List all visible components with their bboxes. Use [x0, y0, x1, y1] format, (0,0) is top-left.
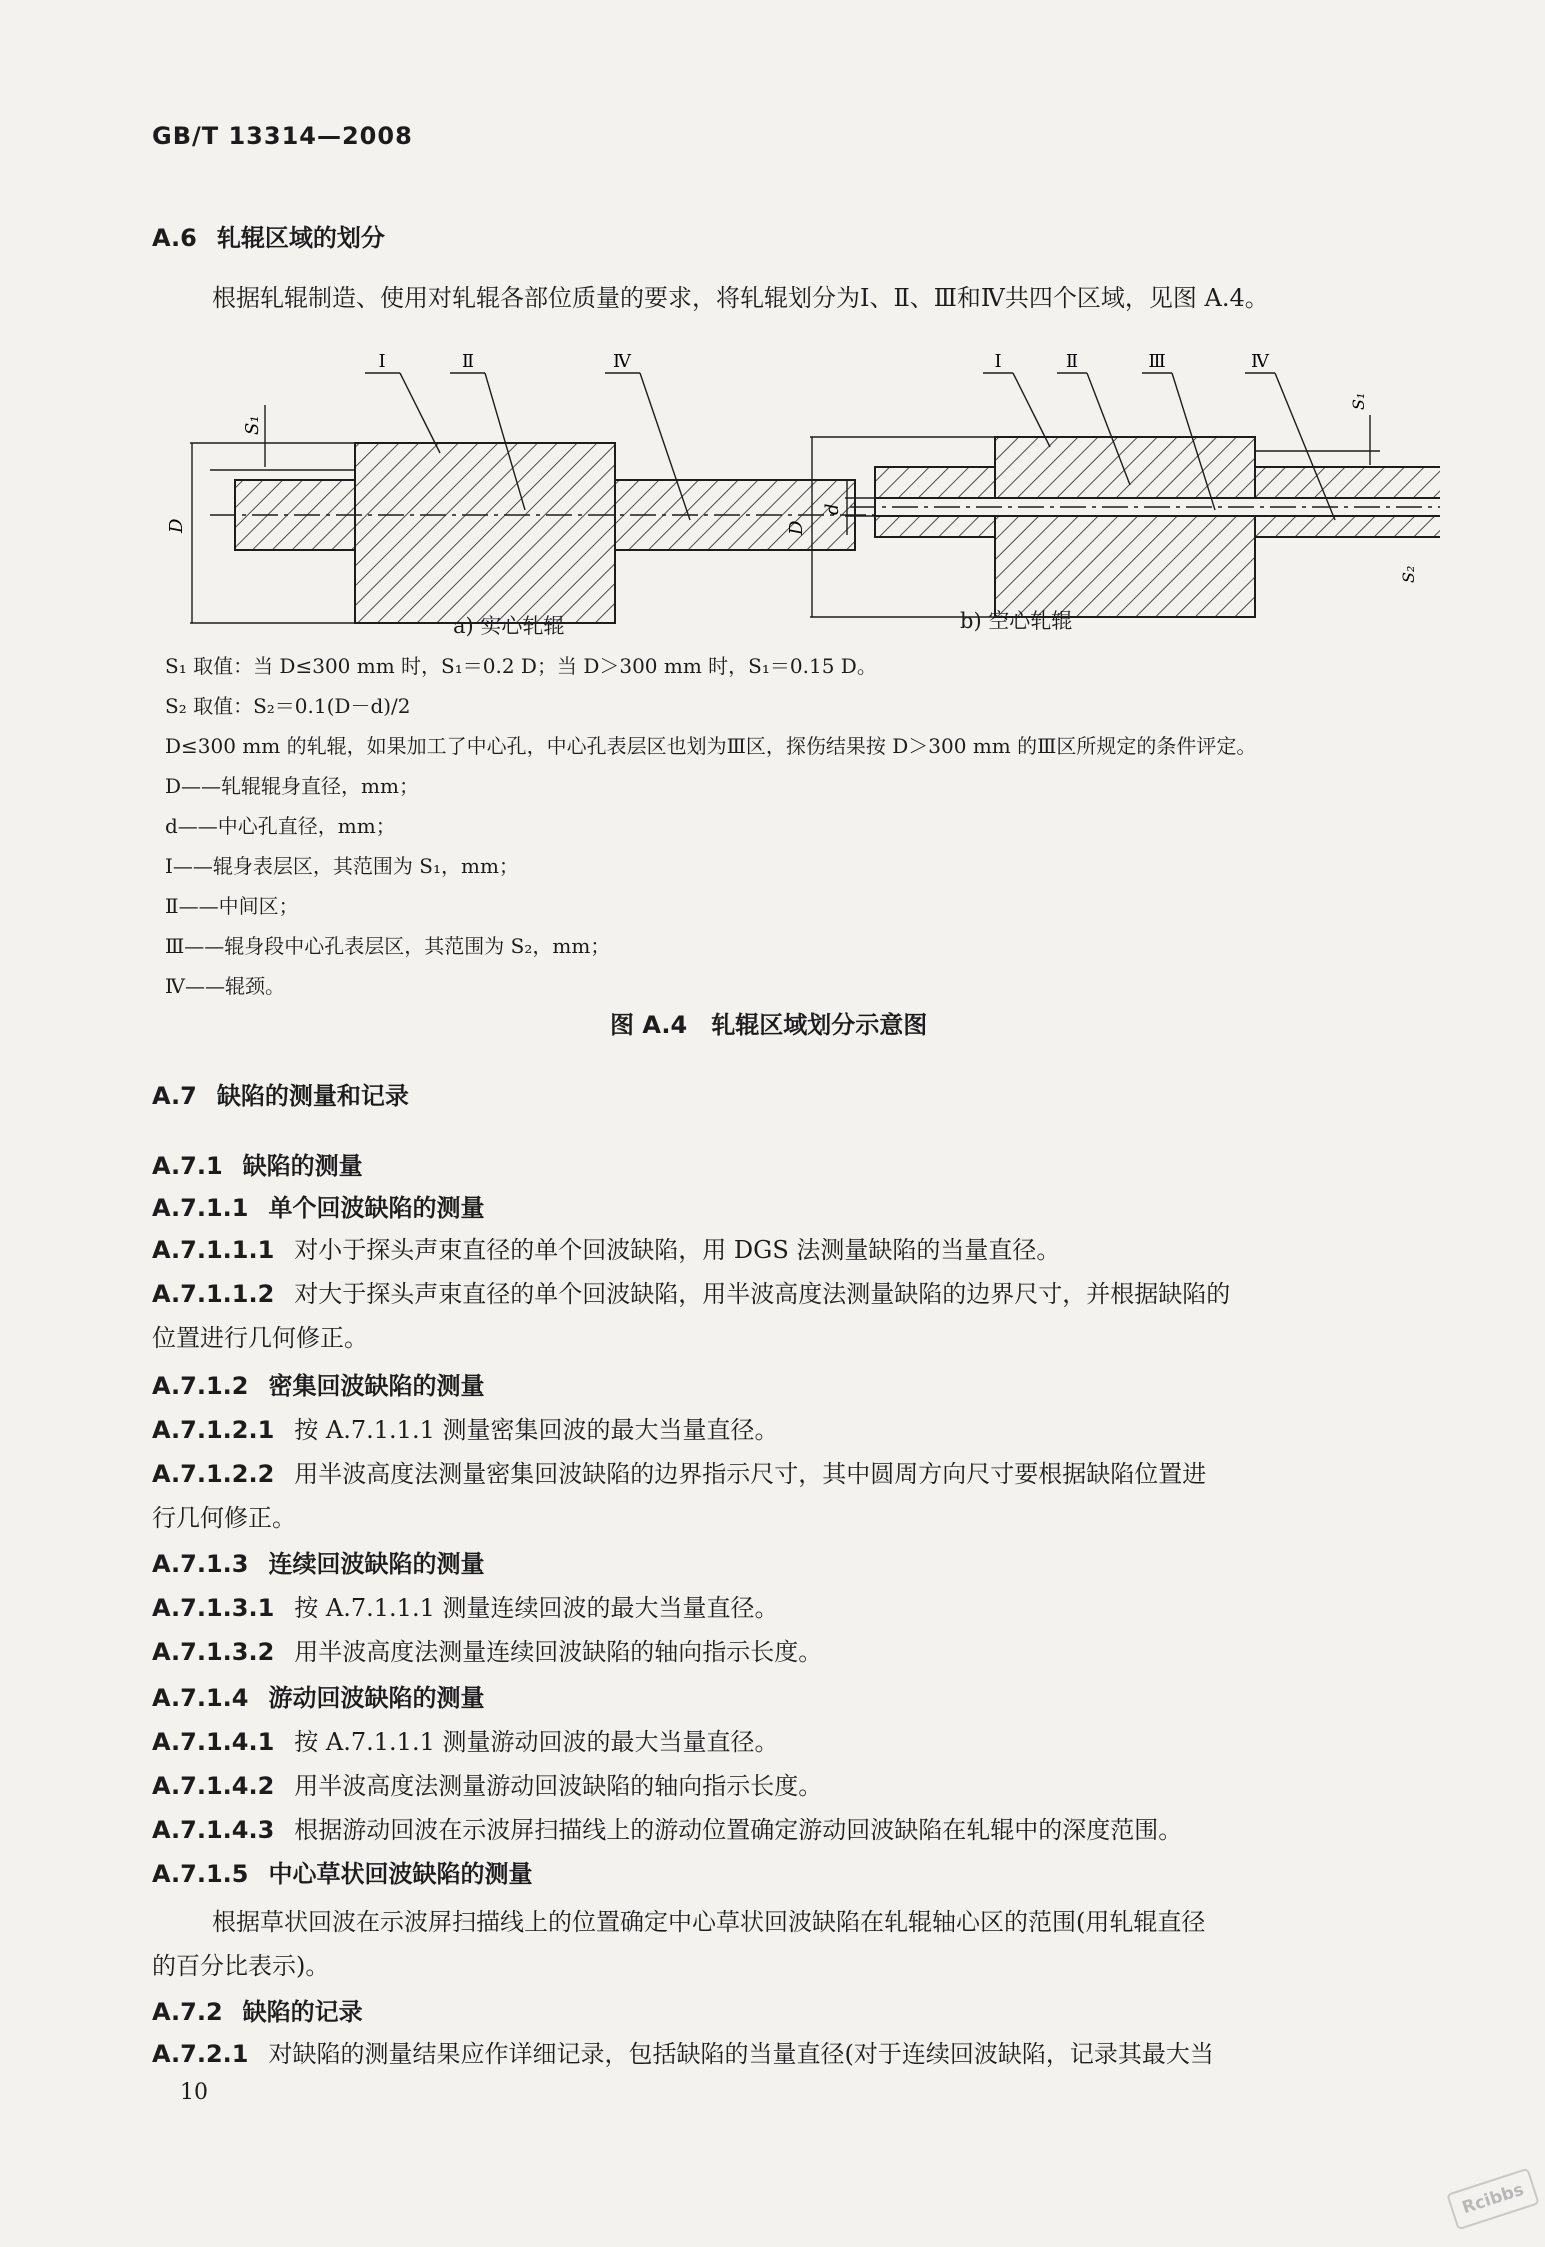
- clause-number: A.7.1.1.2: [152, 1280, 275, 1308]
- note-zone-2: Ⅱ——中间区；: [165, 894, 299, 918]
- subcaption-hollow-roll: b) 空心轧辊: [960, 609, 1073, 633]
- zone-label-2: Ⅱ: [461, 351, 475, 372]
- note-d-bore: d——中心孔直径，mm；: [165, 814, 396, 838]
- zone-label-3: Ⅲ: [1148, 351, 1166, 372]
- section-title: 单个回波缺陷的测量: [268, 1194, 485, 1222]
- section-title: 轧辊区域的划分: [216, 224, 385, 252]
- clause-a71112-cont: 位置进行几何修正。: [152, 1324, 368, 1352]
- clause-text: 用半波高度法测量连续回波缺陷的轴向指示长度。: [294, 1638, 823, 1666]
- clause-a71143: [152, 1814, 1182, 1846]
- clause-a71141: [152, 1726, 778, 1758]
- clause-number: A.7.1.3.1: [152, 1594, 275, 1622]
- section-title: 缺陷的测量: [242, 1152, 363, 1180]
- watermark-stamp: Rcibbs: [1446, 2168, 1540, 2231]
- clause-text: 根据游动回波在示波屏扫描线上的游动位置确定游动回波缺陷在轧辊中的深度范围。: [294, 1816, 1183, 1844]
- standard-code: GB/T 13314—2008: [152, 122, 413, 150]
- section-a7-heading: [152, 1080, 409, 1112]
- zone-label-2: Ⅱ: [1065, 351, 1079, 372]
- heading-a711: [152, 1150, 363, 1182]
- section-number: A.7.1.1: [152, 1194, 249, 1222]
- zone-label-4: Ⅳ: [1251, 351, 1269, 372]
- note-zone-4: Ⅳ——辊颈。: [165, 974, 285, 998]
- clause-a71122: [152, 1458, 1206, 1490]
- note-s1: S₁ 取值：当 D≤300 mm 时，S₁＝0.2 D；当 D＞300 mm 时，S₁＝0.15 D。: [165, 654, 877, 678]
- roll-body: [355, 443, 615, 623]
- roll-zone-diagram: [150, 335, 1440, 635]
- clause-a71112: [152, 1278, 1230, 1310]
- clause-text: 对缺陷的测量结果应作详细记录，包括缺陷的当量直径(对于连续回波缺陷，记录其最大当: [268, 2040, 1214, 2068]
- heading-a7112: [152, 1370, 484, 1402]
- zone-label-4: Ⅳ: [613, 351, 631, 372]
- section-number: A.7.2: [152, 1998, 223, 2026]
- heading-a7113: [152, 1548, 484, 1580]
- subcaption-solid-roll: a) 实心轧辊: [453, 614, 565, 638]
- clause-text: 对小于探头声束直径的单个回波缺陷，用 DGS 法测量缺陷的当量直径。: [294, 1236, 1061, 1264]
- page-number: 10: [180, 2080, 208, 2105]
- clause-text: 对大于探头声束直径的单个回波缺陷，用半波高度法测量缺陷的边界尺寸，并根据缺陷的: [294, 1280, 1231, 1308]
- section-number: A.7.1.2: [152, 1372, 249, 1400]
- note-zone-3: Ⅲ——辊身段中心孔表层区，其范围为 S₂，mm；: [165, 934, 611, 958]
- clause-number: A.7.1.4.1: [152, 1728, 275, 1756]
- section-title: 密集回波缺陷的测量: [268, 1372, 485, 1400]
- section-number: A.6: [152, 224, 197, 252]
- zone-label-1: Ⅰ: [994, 351, 1002, 372]
- clause-number: A.7.1.4.3: [152, 1816, 275, 1844]
- section-title: 缺陷的记录: [242, 1998, 363, 2026]
- clause-a71132: [152, 1636, 822, 1668]
- clause-number: A.7.1.1.1: [152, 1236, 275, 1264]
- section-a6-intro: 根据轧辊制造、使用对轧辊各部位质量的要求，将轧辊划分为Ⅰ、Ⅱ、Ⅲ和Ⅳ共四个区域，见图 A.4。: [212, 284, 1269, 312]
- dim-label-s1: S₁: [1349, 392, 1368, 410]
- clause-number: A.7.1.4.2: [152, 1772, 275, 1800]
- clause-a71121: [152, 1414, 778, 1446]
- figure-caption: 图 A.4 轧辊区域划分示意图: [610, 1011, 928, 1039]
- roll-body: [995, 437, 1255, 617]
- heading-a72: [152, 1996, 363, 2028]
- clause-text: 按 A.7.1.1.1 测量连续回波的最大当量直径。: [294, 1594, 779, 1622]
- section-title: 连续回波缺陷的测量: [268, 1550, 485, 1578]
- section-title: 游动回波缺陷的测量: [268, 1684, 485, 1712]
- note-small-roll: D≤300 mm 的轧辊，如果加工了中心孔，中心孔表层区也划为Ⅲ区，探伤结果按 D＞300 mm 的Ⅲ区所规定的条件评定。: [165, 734, 1257, 758]
- clause-a71142: [152, 1770, 822, 1802]
- dim-label-d-outer: D: [166, 518, 187, 533]
- dim-label-s1: S₁: [242, 415, 263, 435]
- section-a6-heading: [152, 222, 385, 254]
- section-number: A.7.1: [152, 1152, 223, 1180]
- section-title: 中心草状回波缺陷的测量: [268, 1860, 533, 1888]
- clause-number: A.7.1.2.1: [152, 1416, 275, 1444]
- heading-a7114: [152, 1682, 484, 1714]
- note-zone-1: Ⅰ——辊身表层区，其范围为 S₁，mm；: [165, 854, 519, 878]
- dim-label-s2: S₂: [1399, 565, 1418, 583]
- clause-a71122-cont: 行几何修正。: [152, 1504, 296, 1532]
- clause-a71131: [152, 1592, 778, 1624]
- clause-text: 用半波高度法测量密集回波缺陷的边界指示尺寸，其中圆周方向尺寸要根据缺陷位置进: [294, 1460, 1207, 1488]
- clause-a71111: [152, 1234, 1060, 1266]
- paragraph-a7115-cont: 的百分比表示)。: [152, 1952, 330, 1980]
- clause-a7121: [152, 2038, 1214, 2070]
- section-number: A.7.1.3: [152, 1550, 249, 1578]
- note-d-outer: D——轧辊辊身直径，mm；: [165, 774, 419, 798]
- dim-label-d-outer: D: [786, 520, 807, 535]
- zone-label-1: Ⅰ: [378, 351, 386, 372]
- clause-text: 按 A.7.1.1.1 测量密集回波的最大当量直径。: [294, 1416, 779, 1444]
- heading-a7111: [152, 1192, 484, 1224]
- clause-number: A.7.2.1: [152, 2040, 249, 2068]
- hollow-roll-drawing: [875, 437, 1440, 617]
- clause-text: 用半波高度法测量游动回波缺陷的轴向指示长度。: [294, 1772, 823, 1800]
- section-number: A.7.1.5: [152, 1860, 249, 1888]
- clause-text: 按 A.7.1.1.1 测量游动回波的最大当量直径。: [294, 1728, 779, 1756]
- roll-zone-figure: [150, 335, 1440, 635]
- section-title: 缺陷的测量和记录: [216, 1082, 409, 1110]
- section-number: A.7.1.4: [152, 1684, 249, 1712]
- clause-number: A.7.1.2.2: [152, 1460, 275, 1488]
- clause-number: A.7.1.3.2: [152, 1638, 275, 1666]
- dim-label-d-bore: d: [822, 503, 843, 515]
- note-s2: S₂ 取值：S₂＝0.1(D－d)/2: [165, 694, 411, 718]
- section-number: A.7: [152, 1082, 197, 1110]
- paragraph-a7115: 根据草状回波在示波屏扫描线上的位置确定中心草状回波缺陷在轧辊轴心区的范围(用轧辊直径: [212, 1908, 1206, 1936]
- heading-a7115: [152, 1858, 532, 1890]
